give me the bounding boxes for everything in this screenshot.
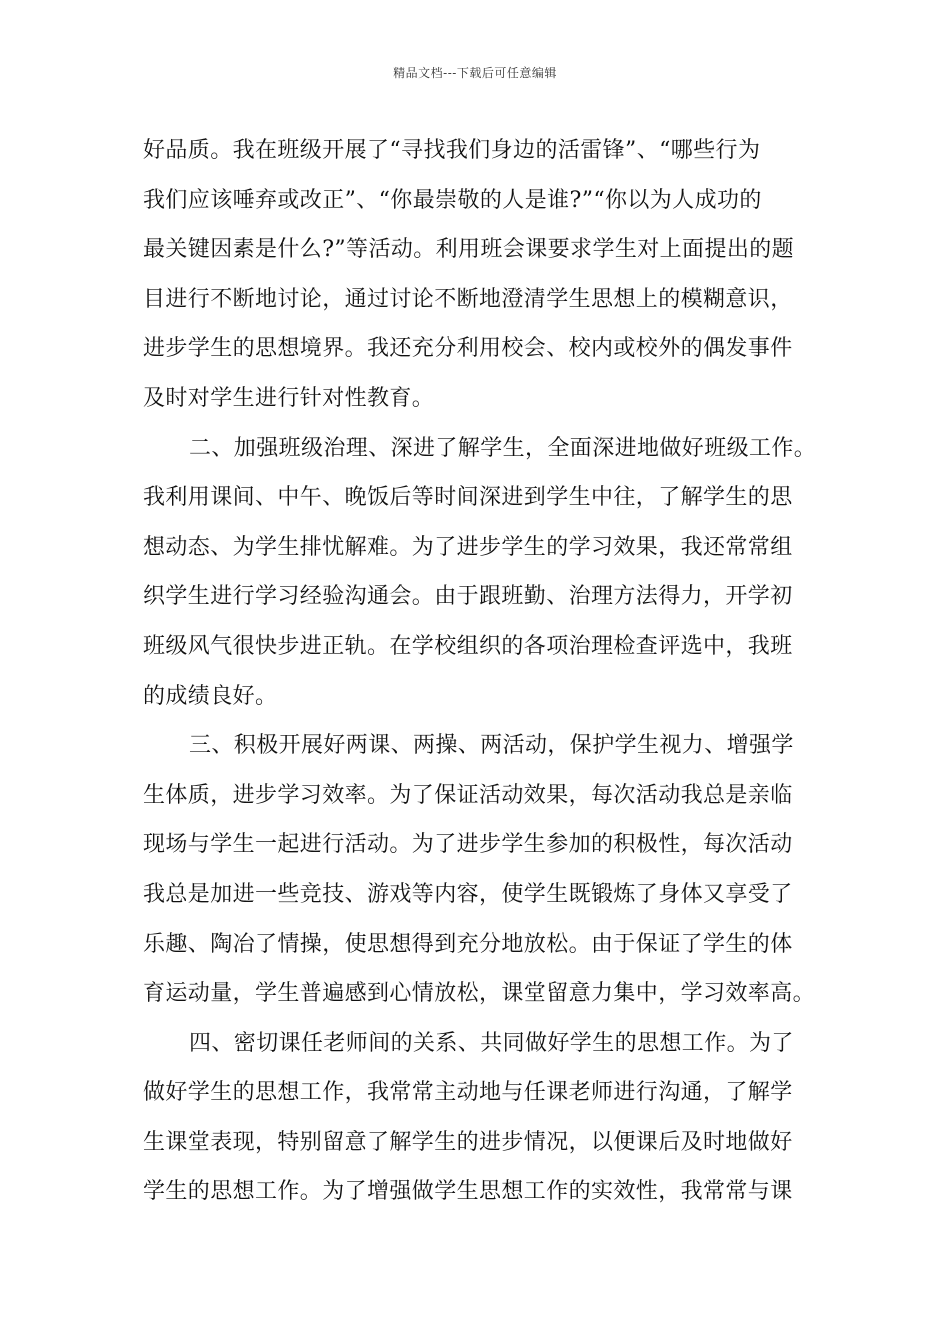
text-line: 我们应该唾弃或改正”、“你最崇敬的人是谁?”“你以为人成功的 [143,187,762,213]
paragraph-start-line: 四、密切课任老师间的关系、共同做好学生的思想工作。为了 [189,1030,794,1056]
text-line: 我利用课间、中午、晚饭后等时间深进到学生中往，了解学生的思 [143,485,793,511]
text-line: 我总是加进一些竞技、游戏等内容，使学生既锻炼了身体又享受了 [143,881,793,907]
text-line: 最关键因素是什么?”等活动。利用班会课要求学生对上面提出的题 [143,237,795,263]
text-line: 生体质，进步学习效率。为了保证活动效果，每次活动我总是亲临 [143,782,793,808]
text-line: 织学生进行学习经验沟通会。由于跟班勤、治理方法得力，开学初 [143,584,793,610]
text-line: 现场与学生一起进行活动。为了进步学生参加的积极性，每次活动 [143,832,793,858]
text-line: 及时对学生进行针对性教育。 [143,385,435,411]
paragraph-start-line: 二、加强班级治理、深进了解学生，全面深进地做好班级工作。 [189,435,817,461]
paragraph-start-line: 三、积极开展好两课、两操、两活动，保护学生视力、增强学 [189,733,794,759]
text-line: 的成绩良好。 [143,683,278,709]
text-line: 想动态、为学生排忧解难。为了进步学生的学习效果，我还常常组 [143,534,793,560]
document-body [143,126,833,1217]
text-line: 好品质。我在班级开展了“寻找我们身边的活雷锋”、“哪些行为 [143,138,761,163]
text-line: 生课堂表现，特别留意了解学生的进步情况，以便课后及时地做好 [143,1129,793,1155]
text-line: 育运动量，学生普遍感到心情放松，课堂留意力集中，学习效率高。 [143,981,816,1007]
text-line: 目进行不断地讨论，通过讨论不断地澄清学生思想上的模糊意识， [143,286,793,312]
text-line: 学生的思想工作。为了增强做学生思想工作的实效性，我常常与课 [143,1179,793,1205]
page-header: 精品文档---下载后可任意编辑 [393,66,557,80]
text-line: 进步学生的思想境界。我还充分利用校会、校内或校外的偶发事件 [143,336,793,362]
text-line: 班级风气很快步进正轨。在学校组织的各项治理检查评选中，我班 [143,633,793,659]
text-line: 乐趣、陶冶了情操，使思想得到充分地放松。由于保证了学生的体 [143,931,793,957]
text-line: 做好学生的思想工作，我常常主动地与任课老师进行沟通，了解学 [143,1080,793,1106]
